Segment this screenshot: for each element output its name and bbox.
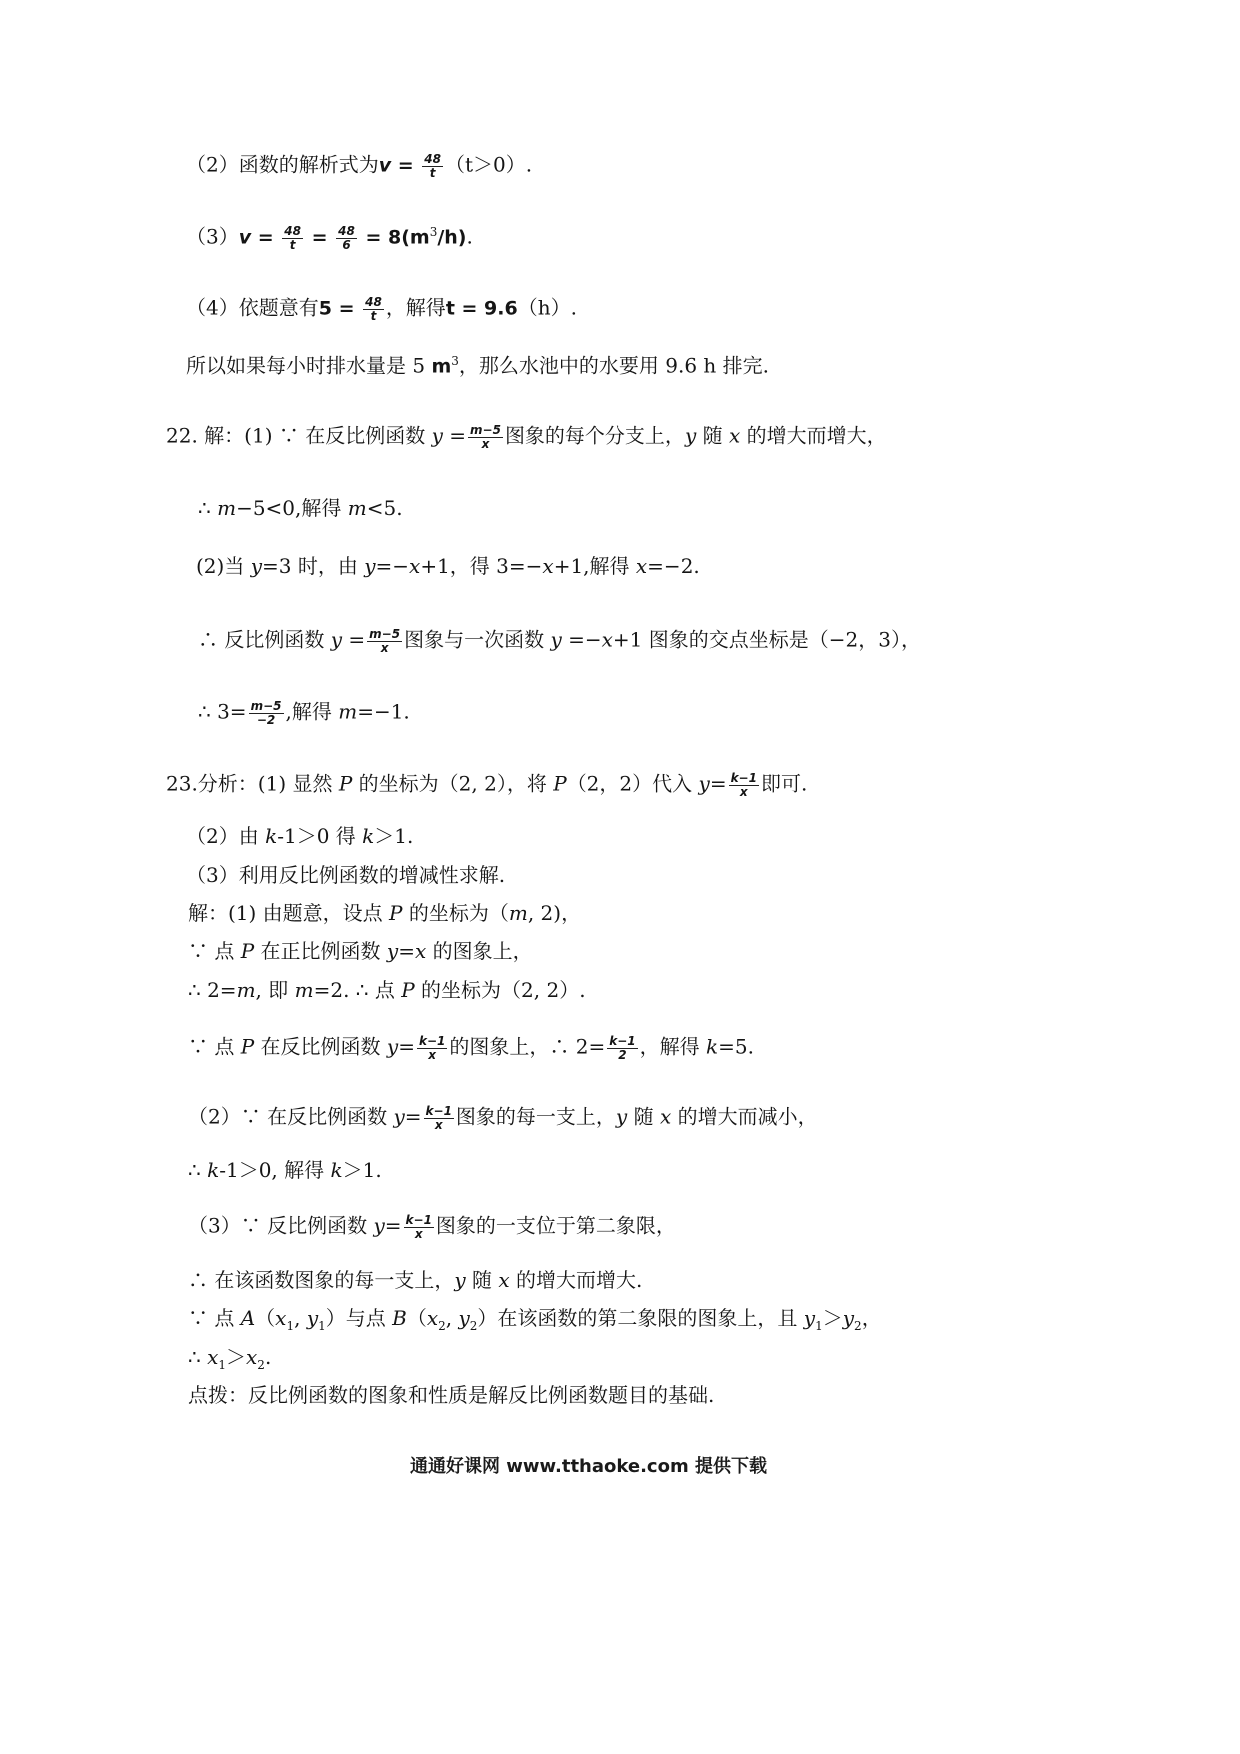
fraction: $\frac{48}{t}$ bbox=[365, 295, 382, 323]
q23-solution-3: ∴ 2=m, 即 m=2. ∴ 点 P 的坐标为（2, 2）. bbox=[188, 978, 586, 1002]
q21-part4: （4）依题意有5 = $\frac{48}{t}$ ，解得t = 9.6（h）. bbox=[186, 295, 577, 323]
q23-analysis-1: 23.分析：(1) 显然 P 的坐标为（2, 2），将 P（2，2）代入 y= $\frac{k-1}{x}$ 即可. bbox=[166, 771, 808, 799]
q23-solution-1: 解：(1) 由题意，设点 P 的坐标为（m, 2)， bbox=[188, 901, 582, 925]
fraction: $\frac{m-5}{x}$ bbox=[369, 627, 401, 655]
q22-line3: (2)当 y=3 时，由 y=−x+1，得 3=−x+1,解得 x=−2. bbox=[196, 554, 700, 578]
fraction: $\frac{k-1}{x}$ bbox=[405, 1213, 432, 1241]
q23-solution-7: （3）∵ 反比例函数 y= $\frac{k-1}{x}$ 图象的一支位于第二象限， bbox=[188, 1213, 676, 1241]
q23-solution-6: ∴ k-1＞0, 解得 k＞1. bbox=[188, 1158, 382, 1182]
fraction: $\frac{k-1}{x}$ bbox=[425, 1104, 452, 1132]
q23-analysis-3: （3）利用反比例函数的增减性求解. bbox=[186, 863, 506, 887]
fraction: $\frac{48}{t}$ bbox=[424, 152, 441, 180]
q23-solution-10: ∴ $x_1>x_2$. bbox=[188, 1345, 272, 1372]
fraction: $\frac{m-5}{x}$ bbox=[470, 423, 501, 451]
fraction: $\frac{m-5}{-2}$ bbox=[250, 699, 282, 727]
q23-solution-2: ∵ 点 P 在正比例函数 y=x 的图象上， bbox=[188, 939, 533, 963]
q22-line5: ∴ 3= $\frac{m-5}{-2}$ ,解得 m=−1. bbox=[198, 699, 410, 727]
fraction: $\frac{k-1}{x}$ bbox=[418, 1034, 446, 1062]
q23-solution-8: ∴ 在该函数图象的每一支上，y 随 x 的增大而增大. bbox=[188, 1268, 643, 1292]
q23-solution-5: （2）∵ 在反比例函数 y= $\frac{k-1}{x}$ 图象的每一支上，y 随 x 的增大而减小， bbox=[188, 1104, 818, 1132]
q21-conclusion: 所以如果每小时排水量是 5 $m^3$，那么水池中的水要用 9.6 h 排完. bbox=[186, 353, 770, 378]
q22-line4: ∴ 反比例函数 y = $\frac{m-5}{x}$ 图象与一次函数 y =−x+1 图象的交点坐标是（−2，3）， bbox=[198, 627, 921, 655]
fraction: $\frac{k-1}{x}$ bbox=[730, 771, 757, 799]
q23-solution-4: ∵ 点 P 在反比例函数 y= $\frac{k-1}{x}$ 的图象上，∴ 2= $\frac{k-1}{2}$ ，解得 k=5. bbox=[188, 1034, 754, 1062]
q21-part2: （2）函数的解析式为v = $\frac{48}{t}$ （t＞0）. bbox=[186, 152, 533, 180]
fraction: $\frac{k-1}{2}$ bbox=[609, 1034, 636, 1062]
page-footer: 通通好课网 www.tthaoke.com 提供下载 bbox=[410, 1456, 767, 1477]
q23-tip: 点拨：反比例函数的图象和性质是解反比例函数题目的基础. bbox=[188, 1383, 715, 1407]
q21-part3: （3）v = $\frac{48}{t}$ = $\frac{48}{6}$ = $8(m^3/h)$. bbox=[186, 224, 473, 252]
q22-line2: ∴ m−5<0,解得 m<5. bbox=[198, 496, 403, 520]
fraction: $\frac{48}{6}$ bbox=[338, 224, 355, 252]
q22-line1: 22. 解：(1) ∵ 在反比例函数 y = $\frac{m-5}{x}$ 图象的每个分支上，y 随 x 的增大而增大， bbox=[166, 423, 887, 451]
fraction: $\frac{48}{t}$ bbox=[284, 224, 301, 252]
q23-solution-9: ∵ 点 $A(x_1$, $y_1$）与点 $B(x_2$, $y_2$）在该函数的第二象限的图象上，且 $y_1>y_2$， bbox=[188, 1306, 882, 1333]
q23-analysis-2: （2）由 k-1＞0 得 k＞1. bbox=[186, 824, 414, 848]
